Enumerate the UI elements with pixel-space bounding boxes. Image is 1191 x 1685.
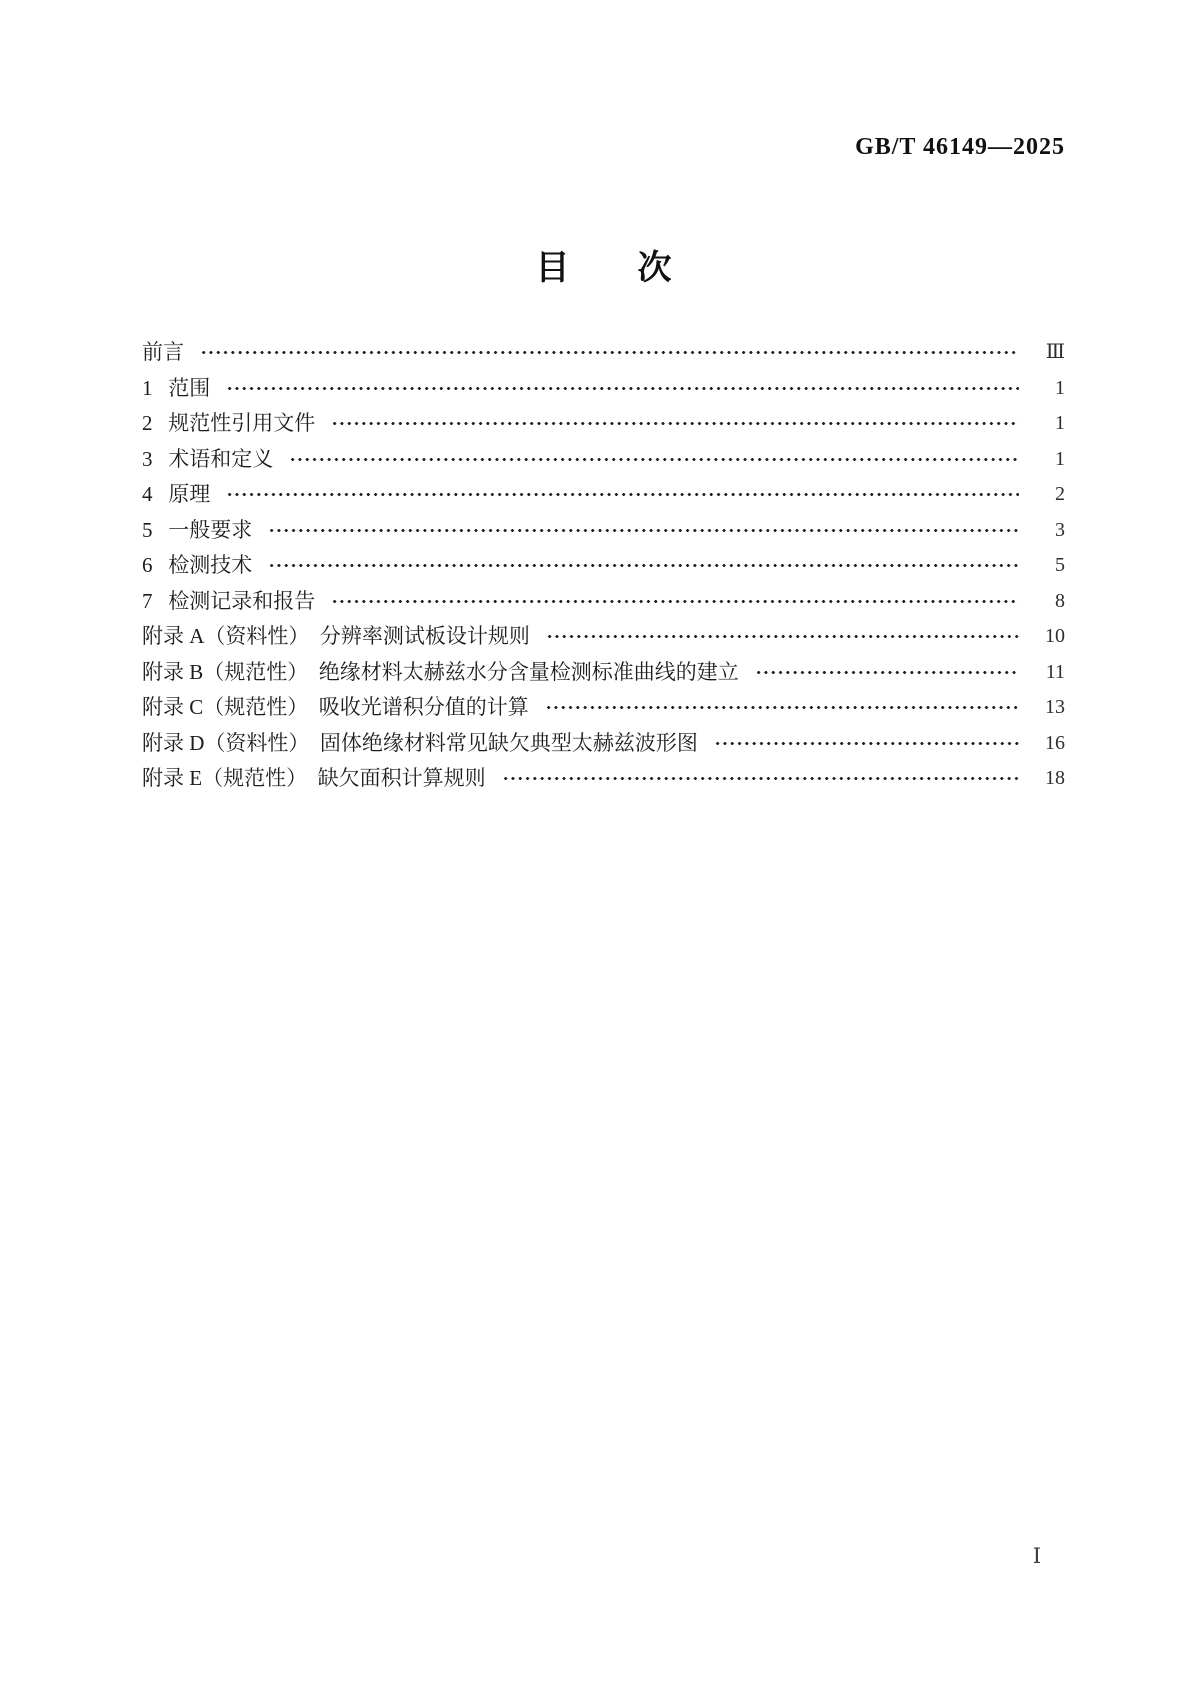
toc-leader-dots [331, 406, 1019, 442]
toc-entry-label: 7 检测记录和报告 [142, 588, 316, 613]
toc-entry [142, 548, 1065, 584]
toc-entry [142, 406, 1065, 442]
toc-leader-dots [289, 442, 1019, 478]
toc-leader-dots [331, 584, 1019, 620]
toc-entry-label: 附录 A（资料性） 分辨率测试板设计规则 [142, 624, 530, 648]
toc-entry [142, 584, 1065, 620]
toc-entry-page: 3 [1055, 518, 1065, 541]
toc-entry-label: 附录 E（规范性） 缺欠面积计算规则 [142, 766, 486, 790]
toc-entry-page: 1 [1055, 376, 1065, 399]
toc-entry-page: 13 [1045, 696, 1065, 718]
toc-leader-dots [268, 513, 1019, 549]
toc-leader-dots [226, 477, 1019, 513]
toc-leader-dots [200, 335, 1019, 371]
toc-entry-page: 1 [1055, 447, 1065, 470]
toc-entry-page: 11 [1045, 660, 1065, 683]
toc-entry-page: Ⅲ [1045, 341, 1065, 363]
toc-entry-page: 2 [1055, 483, 1065, 505]
toc-entry [142, 442, 1065, 478]
toc-entry-label: 6 检测技术 [142, 553, 253, 577]
toc-entry-label: 附录 B（规范性） 绝缘材料太赫兹水分含量检测标准曲线的建立 [142, 659, 739, 684]
toc-list [142, 335, 1065, 797]
toc-entry-label: 附录 D（资料性） 固体绝缘材料常见缺欠典型太赫兹波形图 [142, 730, 698, 755]
toc-leader-dots [755, 655, 1019, 691]
toc-leader-dots [545, 690, 1019, 726]
toc-entry [142, 726, 1065, 762]
toc-entry-label: 5 一般要求 [142, 517, 253, 542]
footer-page-number: Ⅰ [1032, 1544, 1041, 1568]
toc-entry-label: 3 术语和定义 [142, 446, 274, 471]
toc-entry-page: 10 [1045, 625, 1065, 647]
toc-entry [142, 371, 1065, 407]
toc-leader-dots [226, 371, 1019, 407]
toc-leader-dots [546, 619, 1019, 655]
toc-entry-page: 1 [1055, 412, 1065, 434]
toc-entry-page: 5 [1055, 554, 1065, 576]
toc-entry [142, 619, 1065, 655]
toc-entry [142, 477, 1065, 513]
toc-entry-label: 2 规范性引用文件 [142, 411, 316, 435]
toc-entry-page: 8 [1055, 589, 1065, 612]
toc-entry [142, 335, 1065, 371]
toc-entry-label: 1 范围 [142, 375, 211, 400]
toc-entry-label: 4 原理 [142, 482, 211, 506]
standard-number-header: GB/T 46149—2025 [855, 134, 1065, 160]
toc-entry-page: 18 [1045, 767, 1065, 789]
toc-entry [142, 690, 1065, 726]
toc-leader-dots [502, 761, 1019, 797]
page-title: 目 次 [535, 249, 672, 287]
toc-entry-page: 16 [1045, 731, 1065, 754]
toc-leader-dots [714, 726, 1019, 762]
toc-entry-label: 附录 C（规范性） 吸收光谱积分值的计算 [142, 695, 529, 719]
toc-leader-dots [268, 548, 1019, 584]
toc-entry-label: 前言 [142, 340, 184, 364]
toc-entry [142, 655, 1065, 691]
toc-entry [142, 761, 1065, 797]
toc-entry [142, 513, 1065, 549]
